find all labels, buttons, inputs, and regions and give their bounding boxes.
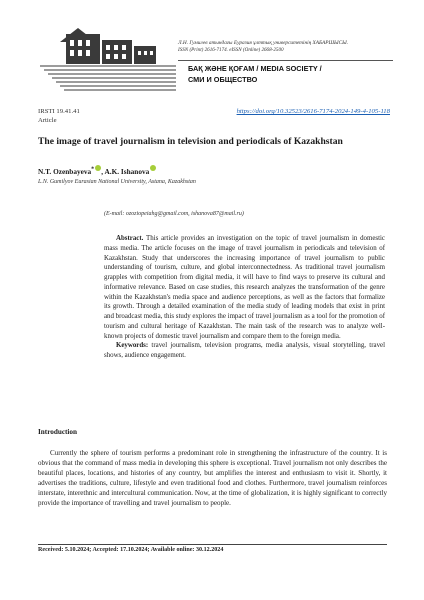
journal-masthead — [178, 40, 393, 53]
publication-dates: Received: 5.10.2024; Accepted: 17.10.2024; Available online: 30.12.2024 — [38, 547, 224, 553]
section-heading: Introduction — [38, 428, 78, 436]
header-divider — [178, 60, 393, 61]
introduction-paragraph: Currently the sphere of tourism performs a predominant role in strengthening the infrastructure of the country. It is obvious that the command of mass media in developing this sphere is exceptional. Travel journalism not only describes the beautiful places, locations, and histories of any country, but amplifies the interest and enthusiasm to visit it. Shortly, it advertises the traditions, culture, lifestyle and even traditional food and clothes. Furthermore, travel journalism reinforces interstate, interethnic and intercultural communication. Now, at the time of globalization, it is highly significant to correctly provide the importance of travelling and travel journalism to people. — [38, 449, 387, 508]
keywords-text: travel journalism, television programs, media analysis, visual storytelling, travel shows, audience engagement. — [104, 342, 385, 359]
journal-title — [188, 64, 398, 85]
author-name: N.T. Ozenbayeva — [38, 167, 92, 176]
university-line: Л.Н. Гумилев атындағы Еуразия ұлттық университетінің ХАБАРШЫСЫ. — [178, 40, 349, 46]
keywords-label: Keywords: — [116, 342, 149, 350]
introduction-body — [38, 448, 387, 509]
issn-line: ISSN (Print) 2616-7174. eISSN (Online) 2668-2500 — [178, 46, 284, 53]
university-building-logo — [38, 28, 178, 91]
irsti-code: IRSTI 19.41.41 — [38, 108, 80, 115]
abstract-label: Abstract. — [116, 235, 144, 242]
keywords — [104, 341, 385, 361]
corresponding-mark: * — [91, 166, 95, 173]
abstract — [104, 234, 385, 361]
author-emails: (E-mail: ozoziopeiahg@gmail.com, ishanova87@mail.ru) — [104, 211, 244, 217]
abstract-text: This article provides an investigation on the topic of travel journalism in domestic mass media. The article focuses on the image of travel journalism in periodicals and television of Kazakhstan. Study that underscores the increasing importance of travel journalism to public understanding of tourism, culture, and global interconnectedness. As traditional travel journalism grapples with competition from digital media, it will have to find ways to preserve its cultural and informative relevance. Based on case studies, this research analyzes the transformation of the genre within the Kazakhstan's media space and audience perceptions, as well as the factors that formalize its growth. Through a detailed examination of the media study of leading models that exist in print and broadcast media, this study explores the impact of travel journalism as a tool for the promotion of tourism and cultural heritage of Kazakhstan. The main task of the research was to analyze well-known projects of domestic travel journalism and compare them to the foreign media. — [104, 235, 385, 340]
author-separator: , — [101, 167, 105, 176]
article-type: Article — [38, 117, 57, 124]
orcid-icon[interactable] — [150, 165, 156, 171]
journal-title-line1: БАҚ ЖӘНЕ ҚОҒАМ / MEDIA SOCIETY / — [188, 64, 322, 73]
article-title: The image of travel journalism in television and periodicals of Kazakhstan — [38, 136, 343, 147]
author-list — [38, 165, 156, 176]
footer-divider — [38, 544, 387, 545]
journal-header — [0, 0, 424, 95]
author-name: A.K. Ishanova — [104, 167, 150, 176]
abstract-paragraph — [104, 234, 385, 341]
doi-link[interactable]: https://doi.org/10.32523/2616-7174-2024-149-4-105-118 — [236, 108, 390, 115]
journal-title-line2: СМИ И ОБЩЕСТВО — [188, 74, 258, 84]
affiliation: L.N. Gumilyov Eurasian National University, Astana, Kazakhstan — [38, 179, 196, 185]
